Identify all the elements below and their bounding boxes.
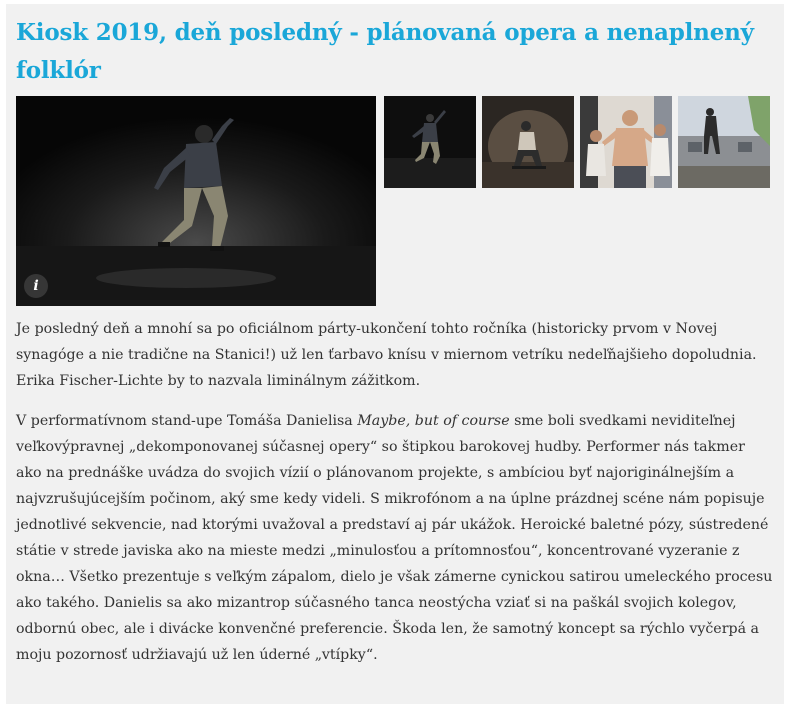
performers-group-thumb-image: [580, 96, 672, 188]
performers-group-thumb[interactable]: [580, 96, 672, 188]
performance-title: Maybe, but of course: [357, 413, 510, 429]
article-card: [6, 4, 784, 704]
outdoor-performance-thumb-image: [678, 96, 770, 188]
dancer-thumb[interactable]: [384, 96, 476, 188]
paragraph-review: [16, 408, 774, 668]
article-title[interactable]: Kiosk 2019, deň posledný - plánovaná opera a nenaplnený folklór: [16, 19, 754, 84]
dancer-on-stage-photo[interactable]: [16, 96, 376, 306]
stage-illustration: [16, 96, 376, 306]
paragraph-intro: Je posledný deň a mnohí sa po oficiálnom párty-ukončení tohto ročníka (historicky prvom v Novej synagóge a nie tradične na Stanici!) už len ťarbavo knísu v miernom vetríku nedeľňajšieho dopoludnia. Erika Fischer-Lichte by to nazvala liminálnym zážitkom.: [16, 321, 757, 389]
info-icon[interactable]: i: [24, 274, 48, 298]
seated-performer-thumb-image: [482, 96, 574, 188]
paragraph-review-start: V performatívnom stand-upe Tomáša Danielisa: [16, 413, 358, 429]
paragraph-review-rest: sme boli svedkami neviditeľnej veľkovýpravnej „dekomponovanej súčasnej opery“ so štipkou barokovej hudby. Performer nás takmer ako na prednáške uvádza do svojich vízií o plánovanom projekte, s ambíciou byť najoriginálnejším a najvzrušujúcejším počinom, aký sme kedy videli. S mikrofónom a na úplne prázdnej scéne nám popisuje jednotlivé sekvencie, nad ktorými uvažoval a predstaví aj pár ukážok. Heroické baletné pózy, sústredené státie v strede javiska ako na mieste medzi „minulosťou a prítomnosťou“, koncentrované vyzeranie z okna… Všetko prezentuje s veľkým zápalom, dielo je však zámerne cynickou satirou umeleckého procesu ako takého. Danielis sa ako mizantrop súčasného tanca neostýcha vziať si na paškál svojich kolegov, odbornú obec, ale i divácke konvenčné preferencie. Škoda len, že samotný koncept sa rýchlo vyčerpá a moju pozornosť udržiavajú už len úderné „vtípky“.: [16, 413, 773, 663]
article-body: [16, 316, 774, 682]
seated-performer-thumb[interactable]: [482, 96, 574, 188]
outdoor-performance-thumb[interactable]: [678, 96, 770, 188]
dancer-thumb-image: [384, 96, 476, 188]
